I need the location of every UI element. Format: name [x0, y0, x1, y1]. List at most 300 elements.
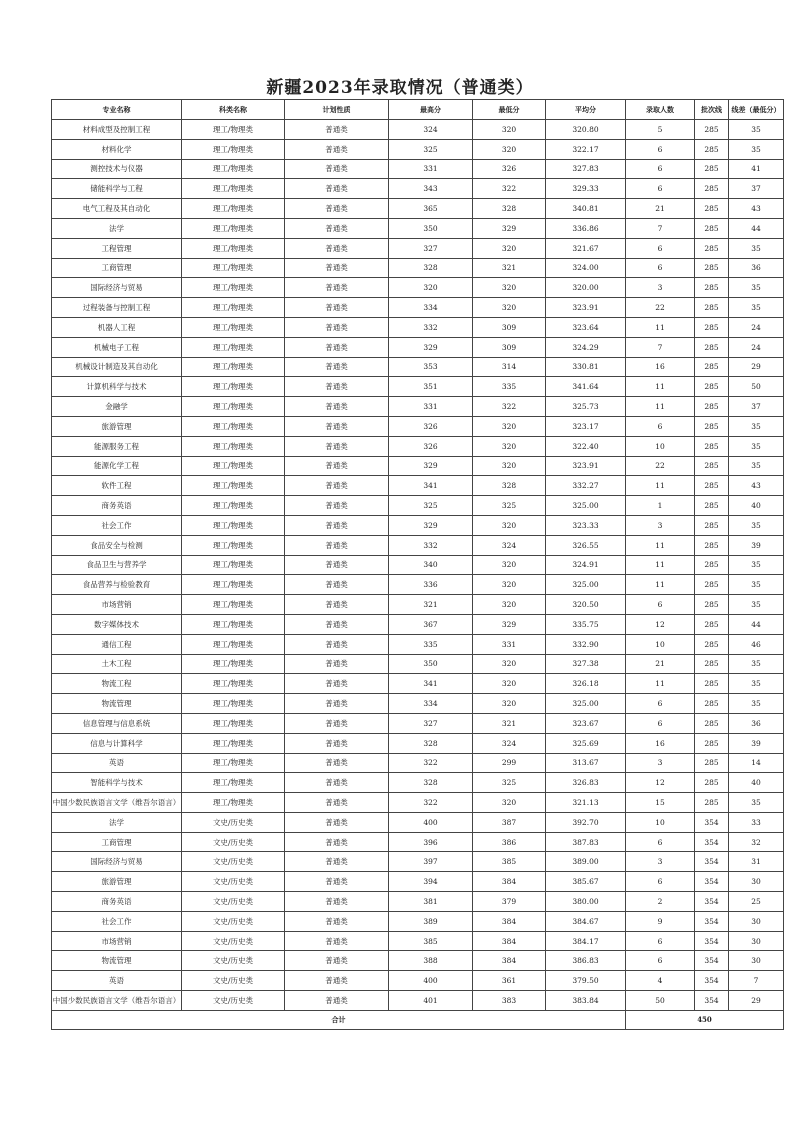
cell-admitted-count: 12	[626, 773, 695, 793]
cell-plan-type: 普通类	[285, 971, 389, 991]
cell-plan-type: 普通类	[285, 832, 389, 852]
cell-admitted-count: 11	[626, 535, 695, 555]
cell-plan-type: 普通类	[285, 555, 389, 575]
table-row	[52, 595, 784, 615]
cell-major: 旅游管理	[52, 416, 182, 436]
cell-admitted-count: 6	[626, 179, 695, 199]
cell-category: 文史/历史类	[182, 951, 285, 971]
cell-max-score: 389	[389, 911, 473, 931]
cell-line-diff: 35	[729, 515, 784, 535]
cell-admitted-count: 1	[626, 496, 695, 516]
table-row	[52, 654, 784, 674]
cell-major: 法学	[52, 812, 182, 832]
cell-line-diff: 24	[729, 337, 784, 357]
cell-admitted-count: 12	[626, 614, 695, 634]
table-row	[52, 931, 784, 951]
cell-batch-line: 285	[695, 258, 729, 278]
table-row	[52, 515, 784, 535]
cell-batch-line: 285	[695, 793, 729, 813]
table-row	[52, 773, 784, 793]
cell-line-diff: 40	[729, 773, 784, 793]
cell-admitted-count: 2	[626, 892, 695, 912]
cell-max-score: 385	[389, 931, 473, 951]
cell-category: 理工/物理类	[182, 258, 285, 278]
cell-major: 市场营销	[52, 595, 182, 615]
cell-major: 信息与计算科学	[52, 733, 182, 753]
cell-batch-line: 285	[695, 535, 729, 555]
cell-batch-line: 285	[695, 555, 729, 575]
cell-major: 材料化学	[52, 139, 182, 159]
cell-major: 测控技术与仪器	[52, 159, 182, 179]
table-row	[52, 753, 784, 773]
cell-line-diff: 35	[729, 674, 784, 694]
cell-min-score: 320	[473, 793, 546, 813]
cell-category: 理工/物理类	[182, 496, 285, 516]
cell-min-score: 361	[473, 971, 546, 991]
cell-batch-line: 285	[695, 278, 729, 298]
table-row	[52, 159, 784, 179]
cell-major: 食品营养与检验教育	[52, 575, 182, 595]
cell-avg-score: 327.83	[546, 159, 626, 179]
cell-max-score: 329	[389, 337, 473, 357]
cell-avg-score: 389.00	[546, 852, 626, 872]
table-row	[52, 436, 784, 456]
cell-batch-line: 285	[695, 634, 729, 654]
cell-admitted-count: 10	[626, 812, 695, 832]
table-row	[52, 812, 784, 832]
cell-batch-line: 354	[695, 892, 729, 912]
cell-plan-type: 普通类	[285, 951, 389, 971]
cell-line-diff: 41	[729, 159, 784, 179]
table-row	[52, 317, 784, 337]
cell-avg-score: 323.91	[546, 298, 626, 318]
cell-admitted-count: 6	[626, 416, 695, 436]
cell-avg-score: 322.40	[546, 436, 626, 456]
cell-plan-type: 普通类	[285, 852, 389, 872]
cell-major: 软件工程	[52, 476, 182, 496]
cell-min-score: 309	[473, 337, 546, 357]
cell-admitted-count: 16	[626, 357, 695, 377]
table-row	[52, 218, 784, 238]
table-row	[52, 535, 784, 555]
cell-line-diff: 39	[729, 733, 784, 753]
cell-admitted-count: 6	[626, 139, 695, 159]
cell-avg-score: 384.17	[546, 931, 626, 951]
cell-admitted-count: 6	[626, 832, 695, 852]
cell-min-score: 320	[473, 575, 546, 595]
cell-plan-type: 普通类	[285, 674, 389, 694]
cell-category: 文史/历史类	[182, 911, 285, 931]
cell-max-score: 394	[389, 872, 473, 892]
cell-batch-line: 354	[695, 951, 729, 971]
cell-min-score: 299	[473, 753, 546, 773]
table-row	[52, 377, 784, 397]
cell-avg-score: 324.91	[546, 555, 626, 575]
cell-plan-type: 普通类	[285, 713, 389, 733]
cell-admitted-count: 22	[626, 298, 695, 318]
cell-admitted-count: 3	[626, 852, 695, 872]
cell-min-score: 320	[473, 654, 546, 674]
cell-admitted-count: 7	[626, 218, 695, 238]
table-row	[52, 575, 784, 595]
cell-admitted-count: 6	[626, 931, 695, 951]
table-row	[52, 634, 784, 654]
admission-table	[51, 99, 784, 1030]
cell-category: 理工/物理类	[182, 634, 285, 654]
cell-line-diff: 24	[729, 317, 784, 337]
cell-max-score: 329	[389, 515, 473, 535]
cell-admitted-count: 21	[626, 199, 695, 219]
cell-batch-line: 354	[695, 931, 729, 951]
cell-batch-line: 285	[695, 476, 729, 496]
cell-admitted-count: 10	[626, 634, 695, 654]
cell-min-score: 314	[473, 357, 546, 377]
cell-batch-line: 285	[695, 654, 729, 674]
cell-plan-type: 普通类	[285, 416, 389, 436]
cell-max-score: 336	[389, 575, 473, 595]
cell-max-score: 365	[389, 199, 473, 219]
cell-batch-line: 354	[695, 832, 729, 852]
table-row	[52, 991, 784, 1011]
cell-avg-score: 326.18	[546, 674, 626, 694]
cell-category: 理工/物理类	[182, 357, 285, 377]
cell-category: 理工/物理类	[182, 120, 285, 140]
cell-batch-line: 285	[695, 674, 729, 694]
cell-max-score: 327	[389, 238, 473, 258]
cell-major: 物流管理	[52, 951, 182, 971]
cell-major: 食品安全与检测	[52, 535, 182, 555]
cell-min-score: 320	[473, 416, 546, 436]
cell-major: 英语	[52, 971, 182, 991]
cell-min-score: 320	[473, 694, 546, 714]
cell-max-score: 325	[389, 496, 473, 516]
cell-major: 法学	[52, 218, 182, 238]
cell-avg-score: 325.00	[546, 575, 626, 595]
cell-min-score: 320	[473, 298, 546, 318]
cell-max-score: 328	[389, 733, 473, 753]
cell-batch-line: 285	[695, 377, 729, 397]
cell-max-score: 332	[389, 535, 473, 555]
cell-max-score: 328	[389, 773, 473, 793]
cell-major: 电气工程及其自动化	[52, 199, 182, 219]
cell-category: 文史/历史类	[182, 852, 285, 872]
cell-min-score: 329	[473, 218, 546, 238]
table-row	[52, 555, 784, 575]
cell-line-diff: 36	[729, 713, 784, 733]
table-row	[52, 357, 784, 377]
cell-avg-score: 324.29	[546, 337, 626, 357]
cell-plan-type: 普通类	[285, 159, 389, 179]
cell-admitted-count: 10	[626, 436, 695, 456]
cell-avg-score: 313.67	[546, 753, 626, 773]
cell-major: 英语	[52, 753, 182, 773]
cell-avg-score: 335.75	[546, 614, 626, 634]
cell-admitted-count: 6	[626, 713, 695, 733]
cell-batch-line: 285	[695, 614, 729, 634]
cell-batch-line: 285	[695, 456, 729, 476]
cell-plan-type: 普通类	[285, 317, 389, 337]
cell-line-diff: 35	[729, 436, 784, 456]
cell-avg-score: 323.64	[546, 317, 626, 337]
cell-category: 理工/物理类	[182, 416, 285, 436]
cell-plan-type: 普通类	[285, 496, 389, 516]
cell-plan-type: 普通类	[285, 357, 389, 377]
cell-plan-type: 普通类	[285, 456, 389, 476]
cell-major: 社会工作	[52, 515, 182, 535]
cell-avg-score: 321.13	[546, 793, 626, 813]
table-row	[52, 971, 784, 991]
cell-category: 理工/物理类	[182, 397, 285, 417]
cell-category: 理工/物理类	[182, 555, 285, 575]
cell-category: 理工/物理类	[182, 456, 285, 476]
table-row	[52, 733, 784, 753]
cell-batch-line: 285	[695, 120, 729, 140]
cell-category: 理工/物理类	[182, 278, 285, 298]
cell-batch-line: 354	[695, 971, 729, 991]
cell-line-diff: 29	[729, 357, 784, 377]
cell-line-diff: 50	[729, 377, 784, 397]
table-row	[52, 397, 784, 417]
cell-min-score: 326	[473, 159, 546, 179]
cell-admitted-count: 6	[626, 595, 695, 615]
cell-admitted-count: 3	[626, 278, 695, 298]
cell-line-diff: 44	[729, 614, 784, 634]
table-row	[52, 258, 784, 278]
cell-major: 能源服务工程	[52, 436, 182, 456]
cell-max-score: 340	[389, 555, 473, 575]
cell-plan-type: 普通类	[285, 694, 389, 714]
cell-line-diff: 7	[729, 971, 784, 991]
cell-major: 市场营销	[52, 931, 182, 951]
cell-major: 材料成型及控制工程	[52, 120, 182, 140]
cell-major: 机械设计制造及其自动化	[52, 357, 182, 377]
cell-category: 理工/物理类	[182, 337, 285, 357]
cell-batch-line: 285	[695, 238, 729, 258]
cell-line-diff: 37	[729, 397, 784, 417]
cell-avg-score: 336.86	[546, 218, 626, 238]
cell-batch-line: 285	[695, 733, 729, 753]
cell-category: 理工/物理类	[182, 515, 285, 535]
cell-min-score: 328	[473, 476, 546, 496]
cell-avg-score: 323.91	[546, 456, 626, 476]
cell-major: 能源化学工程	[52, 456, 182, 476]
cell-category: 文史/历史类	[182, 832, 285, 852]
cell-admitted-count: 22	[626, 456, 695, 476]
cell-category: 理工/物理类	[182, 713, 285, 733]
cell-line-diff: 35	[729, 298, 784, 318]
table-row	[52, 238, 784, 258]
cell-major: 工商管理	[52, 832, 182, 852]
cell-major: 工程管理	[52, 238, 182, 258]
cell-admitted-count: 6	[626, 159, 695, 179]
cell-plan-type: 普通类	[285, 238, 389, 258]
cell-avg-score: 330.81	[546, 357, 626, 377]
header-plan-type: 计划性质	[285, 100, 389, 120]
cell-min-score: 320	[473, 515, 546, 535]
cell-avg-score: 332.27	[546, 476, 626, 496]
cell-plan-type: 普通类	[285, 931, 389, 951]
cell-avg-score: 325.00	[546, 694, 626, 714]
cell-max-score: 350	[389, 654, 473, 674]
cell-batch-line: 354	[695, 812, 729, 832]
cell-category: 文史/历史类	[182, 872, 285, 892]
cell-max-score: 322	[389, 793, 473, 813]
cell-plan-type: 普通类	[285, 139, 389, 159]
cell-line-diff: 35	[729, 694, 784, 714]
cell-min-score: 321	[473, 713, 546, 733]
cell-major: 旅游管理	[52, 872, 182, 892]
cell-admitted-count: 11	[626, 555, 695, 575]
cell-plan-type: 普通类	[285, 278, 389, 298]
cell-batch-line: 285	[695, 397, 729, 417]
table-row	[52, 179, 784, 199]
cell-line-diff: 43	[729, 476, 784, 496]
cell-plan-type: 普通类	[285, 397, 389, 417]
cell-max-score: 328	[389, 258, 473, 278]
cell-major: 机器人工程	[52, 317, 182, 337]
cell-admitted-count: 11	[626, 674, 695, 694]
cell-min-score: 320	[473, 456, 546, 476]
cell-line-diff: 30	[729, 872, 784, 892]
cell-plan-type: 普通类	[285, 258, 389, 278]
cell-batch-line: 354	[695, 911, 729, 931]
cell-avg-score: 383.84	[546, 991, 626, 1011]
total-label: 合计	[52, 1010, 626, 1029]
cell-batch-line: 354	[695, 852, 729, 872]
cell-admitted-count: 3	[626, 753, 695, 773]
cell-major: 物流管理	[52, 694, 182, 714]
table-row	[52, 476, 784, 496]
cell-category: 文史/历史类	[182, 892, 285, 912]
cell-admitted-count: 6	[626, 238, 695, 258]
cell-line-diff: 14	[729, 753, 784, 773]
cell-plan-type: 普通类	[285, 179, 389, 199]
cell-plan-type: 普通类	[285, 634, 389, 654]
cell-admitted-count: 21	[626, 654, 695, 674]
cell-plan-type: 普通类	[285, 535, 389, 555]
header-avg-score: 平均分	[546, 100, 626, 120]
cell-max-score: 341	[389, 476, 473, 496]
cell-plan-type: 普通类	[285, 298, 389, 318]
cell-avg-score: 340.81	[546, 199, 626, 219]
cell-max-score: 353	[389, 357, 473, 377]
cell-max-score: 397	[389, 852, 473, 872]
cell-plan-type: 普通类	[285, 753, 389, 773]
cell-avg-score: 324.00	[546, 258, 626, 278]
cell-major: 社会工作	[52, 911, 182, 931]
table-row	[52, 139, 784, 159]
cell-line-diff: 25	[729, 892, 784, 912]
cell-max-score: 335	[389, 634, 473, 654]
table-row	[52, 416, 784, 436]
cell-category: 理工/物理类	[182, 733, 285, 753]
cell-min-score: 320	[473, 674, 546, 694]
cell-min-score: 309	[473, 317, 546, 337]
cell-major: 工商管理	[52, 258, 182, 278]
cell-max-score: 334	[389, 694, 473, 714]
cell-major: 智能科学与技术	[52, 773, 182, 793]
cell-category: 理工/物理类	[182, 614, 285, 634]
table-row	[52, 892, 784, 912]
cell-line-diff: 35	[729, 416, 784, 436]
cell-avg-score: 332.90	[546, 634, 626, 654]
cell-category: 理工/物理类	[182, 377, 285, 397]
cell-min-score: 379	[473, 892, 546, 912]
table-row	[52, 199, 784, 219]
cell-min-score: 335	[473, 377, 546, 397]
cell-min-score: 329	[473, 614, 546, 634]
table-header-row	[52, 100, 784, 120]
cell-admitted-count: 6	[626, 258, 695, 278]
cell-avg-score: 322.17	[546, 139, 626, 159]
cell-line-diff: 33	[729, 812, 784, 832]
table-row	[52, 120, 784, 140]
cell-plan-type: 普通类	[285, 476, 389, 496]
cell-admitted-count: 50	[626, 991, 695, 1011]
cell-line-diff: 44	[729, 218, 784, 238]
cell-admitted-count: 11	[626, 575, 695, 595]
cell-admitted-count: 11	[626, 397, 695, 417]
cell-batch-line: 285	[695, 694, 729, 714]
cell-batch-line: 285	[695, 317, 729, 337]
cell-max-score: 327	[389, 713, 473, 733]
cell-category: 理工/物理类	[182, 575, 285, 595]
cell-avg-score: 323.17	[546, 416, 626, 436]
table-row	[52, 614, 784, 634]
cell-batch-line: 285	[695, 436, 729, 456]
table-row	[52, 713, 784, 733]
cell-avg-score: 341.64	[546, 377, 626, 397]
cell-line-diff: 30	[729, 951, 784, 971]
cell-batch-line: 285	[695, 753, 729, 773]
cell-line-diff: 35	[729, 595, 784, 615]
cell-category: 文史/历史类	[182, 991, 285, 1011]
cell-avg-score: 323.33	[546, 515, 626, 535]
cell-admitted-count: 11	[626, 317, 695, 337]
cell-avg-score: 325.73	[546, 397, 626, 417]
cell-batch-line: 285	[695, 595, 729, 615]
cell-avg-score: 326.55	[546, 535, 626, 555]
cell-max-score: 343	[389, 179, 473, 199]
cell-plan-type: 普通类	[285, 654, 389, 674]
cell-avg-score: 325.00	[546, 496, 626, 516]
header-min-score: 最低分	[473, 100, 546, 120]
cell-batch-line: 285	[695, 575, 729, 595]
cell-plan-type: 普通类	[285, 377, 389, 397]
cell-line-diff: 30	[729, 911, 784, 931]
cell-max-score: 341	[389, 674, 473, 694]
cell-min-score: 384	[473, 872, 546, 892]
cell-min-score: 328	[473, 199, 546, 219]
cell-category: 理工/物理类	[182, 179, 285, 199]
cell-plan-type: 普通类	[285, 120, 389, 140]
cell-line-diff: 35	[729, 278, 784, 298]
cell-plan-type: 普通类	[285, 595, 389, 615]
cell-category: 理工/物理类	[182, 199, 285, 219]
cell-max-score: 396	[389, 832, 473, 852]
cell-plan-type: 普通类	[285, 872, 389, 892]
cell-major: 国际经济与贸易	[52, 852, 182, 872]
table-row	[52, 496, 784, 516]
cell-major: 通信工程	[52, 634, 182, 654]
table-row	[52, 278, 784, 298]
cell-avg-score: 380.00	[546, 892, 626, 912]
cell-max-score: 332	[389, 317, 473, 337]
cell-plan-type: 普通类	[285, 614, 389, 634]
cell-batch-line: 285	[695, 773, 729, 793]
cell-category: 文史/历史类	[182, 931, 285, 951]
cell-min-score: 331	[473, 634, 546, 654]
